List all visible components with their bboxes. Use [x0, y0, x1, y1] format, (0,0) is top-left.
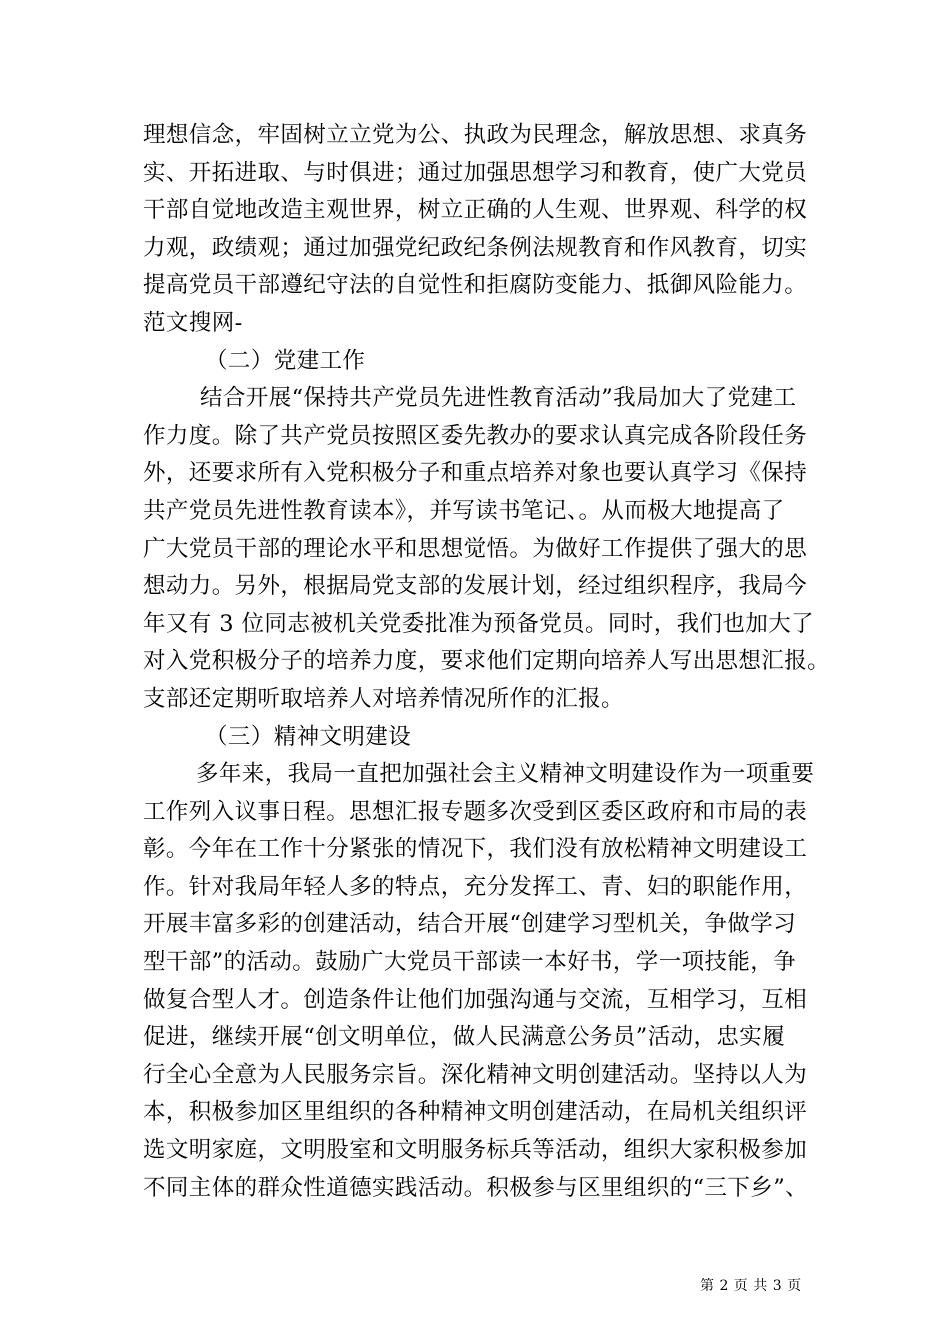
- paragraph-line: 促进，继续开展“创文明单位，做人民满意公务员”活动，忠实履: [143, 1024, 786, 1051]
- body-text: [143, 117, 831, 1207]
- paragraph-line: 行全心全意为人民服务宗旨。深化精神文明创建活动。坚持以人为: [143, 1061, 808, 1088]
- section-heading-spiritual-civilization: （三）精神文明建设: [205, 723, 412, 750]
- paragraph-line: 做复合型人才。创造条件让他们加强沟通与交流，互相学习，互相: [143, 986, 808, 1013]
- paragraph-line: 开展丰富多彩的创建活动，结合开展“创建学习型机关，争做学习: [143, 911, 797, 938]
- paragraph-line: 提高党员干部遵纪守法的自觉性和拒腐防变能力、抵御风险能力。: [143, 272, 808, 299]
- paragraph-line: 广大党员干部的理论水平和思想觉悟。为做好工作提供了强大的思: [143, 535, 808, 562]
- paragraph-line: 多年来，我局一直把加强社会主义精神文明建设作为一项重要: [196, 761, 815, 788]
- page-number-footer: 第 2 页 共 3 页: [700, 1278, 802, 1294]
- paragraph-line: 对入党积极分子的培养力度，要求他们定期向培养人写出思想汇报。: [143, 648, 831, 675]
- paragraph-line: 干部自觉地改造主观世界，树立正确的人生观、世界观、科学的权: [143, 197, 808, 224]
- paragraph-line: 本，积极参加区里组织的各种精神文明创建活动，在局机关组织评: [143, 1099, 808, 1126]
- paragraph-line: 范文搜网-: [143, 309, 243, 336]
- paragraph-line: 彰。今年在工作十分紧张的情况下，我们没有放松精神文明建设工: [143, 836, 808, 863]
- paragraph-line: 作力度。除了共产党员按照区委先教办的要求认真完成各阶段任务: [143, 422, 808, 449]
- section-heading-party-building: （二）党建工作: [205, 347, 366, 374]
- paragraph-line: 结合开展“保持共产党员先进性教育活动”我局加大了党建工: [200, 385, 797, 412]
- paragraph-line: 选文明家庭，文明股室和文明服务标兵等活动，组织大家积极参加: [143, 1137, 808, 1164]
- paragraph-line: 型干部”的活动。鼓励广大党员干部读一本好书，学一项技能，争: [143, 949, 797, 976]
- paragraph-line: 共产党员先进性教育读本》，并写读书笔记、。从而极大地提高了: [143, 497, 785, 524]
- paragraph-line: 作。针对我局年轻人多的特点，充分发挥工、青、妇的职能作用，: [143, 873, 808, 900]
- paragraph-line: 外，还要求所有入党积极分子和重点培养对象也要认真学习《保持: [143, 460, 808, 487]
- paragraph-line: 支部还定期听取培养人对培养情况所作的汇报。: [143, 685, 624, 712]
- paragraph-line: 工作列入议事日程。思想汇报专题多次受到区委区政府和市局的表: [143, 798, 808, 825]
- paragraph-line: 力观，政绩观；通过加强党纪政纪条例法规教育和作风教育，切实: [143, 234, 808, 261]
- paragraph-line: 年又有 3 位同志被机关党委批准为预备党员。同时，我们也加大了: [143, 610, 815, 637]
- paragraph-line: 想动力。另外，根据局党支部的发展计划，经过组织程序，我局今: [143, 573, 808, 600]
- paragraph-line: 理想信念，牢固树立立党为公、执政为民理念，解放思想、求真务: [143, 122, 808, 148]
- paragraph-line: 实、开拓进取、与时俱进；通过加强思想学习和教育，使广大党员: [143, 159, 808, 186]
- paragraph-line: 不同主体的群众性道德实践活动。积极参与区里组织的“三下乡”、: [143, 1174, 809, 1201]
